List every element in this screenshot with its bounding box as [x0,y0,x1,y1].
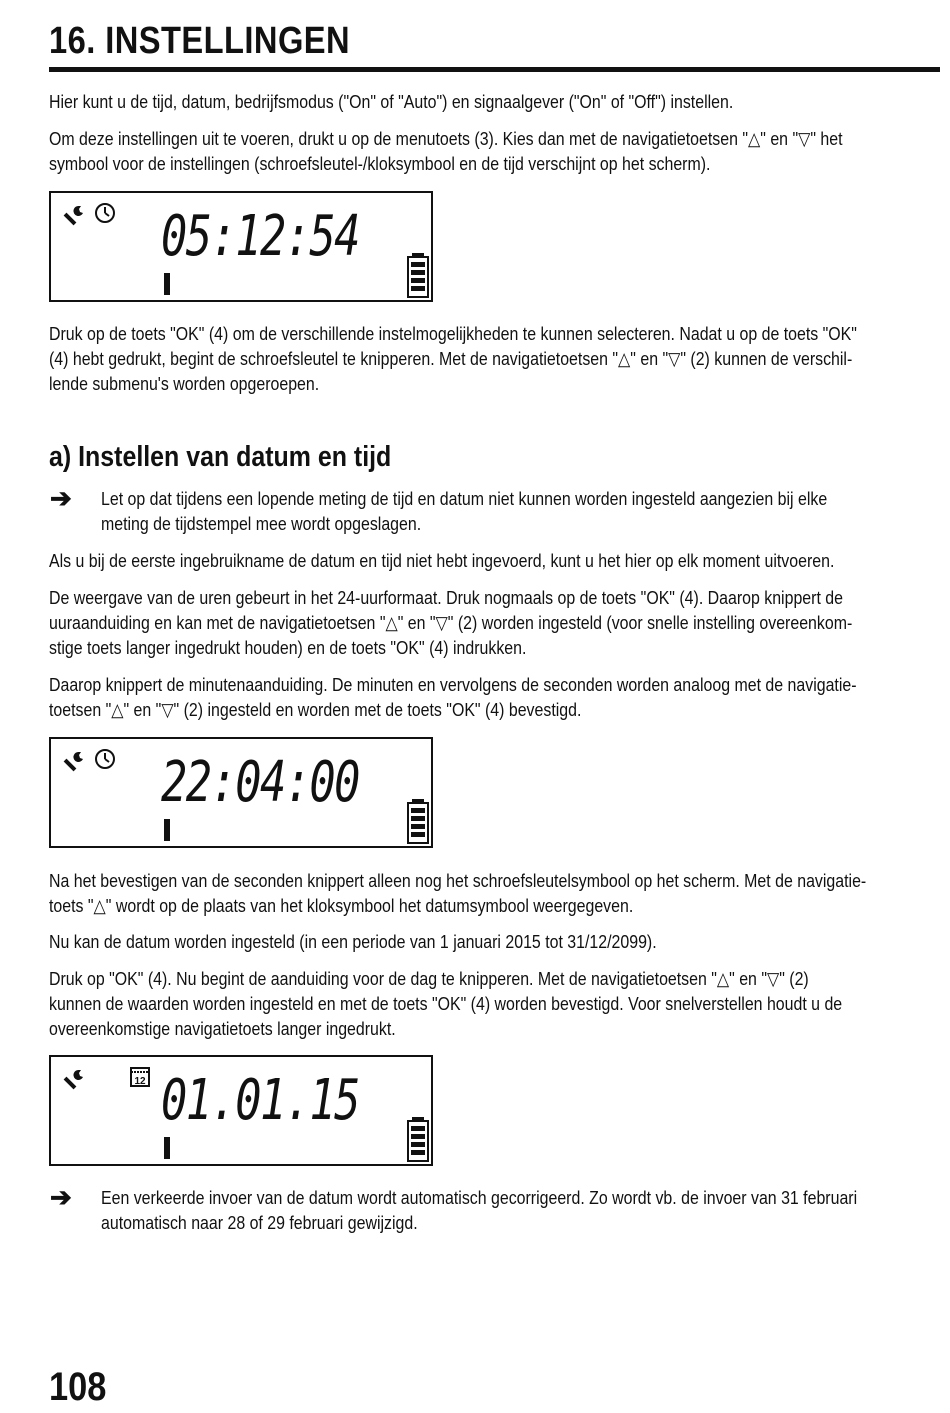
lcd-display-time-2 [49,737,433,848]
text-line: Een verkeerde invoer van de datum wordt automatisch gecorrigeerd. Zo wordt vb. de invoer van 31 februari [101,1187,858,1208]
text-line: (4) hebt gedrukt, begint de schroefsleutel te knipperen. Met de navigatietoetsen "△" en "▽" (2) kunnen de verschil- [49,348,853,369]
date-range-paragraph [49,929,938,954]
wrench-icon [64,1070,83,1089]
text-line: overeenkomstige navigatietoets langer ingedrukt. [49,1018,396,1039]
intro-paragraph [49,89,938,114]
page-number: 108 [49,1365,107,1409]
text-line: lende submenu's worden opgeroepen. [49,373,320,394]
date-setting-paragraph [49,966,938,1041]
text-line: kunnen de waarden worden ingesteld en met de toets "OK" (4) worden bevestigd. Voor snelverstellen houdt u de [49,993,843,1014]
clock-icon [96,750,114,768]
arrow-icon: ➔ [50,1182,72,1212]
text-line: symbool voor de instellingen (schroefsleutel-/kloksymbool en de tijd verschijnt op het scherm). [49,153,711,174]
note-2 [101,1185,940,1235]
calendar-label: 12 [134,1076,146,1087]
text-line: De weergave van de uren gebeurt in het 24-uurformaat. Druk nogmaals op de toets "OK" (4). Daarop knippert de [49,587,843,608]
text-line: Om deze instellingen uit te voeren, drukt u op de menutoets (3). Kies dan met de navigatietoetsen "△" en "▽" het [49,128,843,149]
section-heading: a) Instellen van datum en tijd [49,441,392,473]
lcd-digits: 05:12:54 [161,204,359,269]
battery-icon [408,1117,428,1161]
hours-paragraph [49,585,938,660]
text-line: Daarop knippert de minutenaanduiding. De minuten en vervolgens de seconden worden analoog met de navigatie- [49,674,857,695]
battery-icon [408,799,428,843]
text-line: toetsen "△" en "▽" (2) ingesteld en worden met de toets "OK" (4) bevestigd. [49,699,582,720]
minutes-paragraph [49,672,938,722]
text-line: Druk op de toets "OK" (4) om de verschillende instelmogelijkheden te kunnen selecteren. Nadat u op de toets "OK" [49,323,857,344]
text-line: stige toets langer ingedrukt houden) en de toets "OK" (4) indrukken. [49,637,527,658]
clock-icon [96,204,114,222]
lcd-display-date [49,1055,433,1166]
wrench-icon [64,752,83,771]
after-seconds-paragraph [49,868,938,918]
text-line: Als u bij de eerste ingebruikname de datum en tijd niet hebt ingevoerd, kunt u het hier op elk moment uitvoeren. [49,550,835,571]
text-line: Na het bevestigen van de seconden knippert alleen nog het schroefsleutelsymbool op het scherm. Met de navigatie- [49,870,867,891]
text-line: automatisch naar 28 of 29 februari gewijzigd. [101,1212,418,1233]
title-rule [49,67,940,72]
text-line: Druk op "OK" (4). Nu begint de aanduiding voor de dag te knipperen. Met de navigatietoetsen "△" en "▽" (2) [49,968,809,989]
text-line: Let op dat tijdens een lopende meting de tijd en datum niet kunnen worden ingesteld aangezien bij elke [101,488,828,509]
text-line: uuraanduiding en kan met de navigatietoetsen "△" en "▽" (2) worden ingesteld (voor snelle instelling overeenkom- [49,612,853,633]
cursor-bar [164,1137,170,1159]
lcd-display-time-1 [49,191,433,302]
arrow-icon: ➔ [50,483,72,513]
note-1 [101,486,940,536]
lcd-digits: 01.01.15 [161,1068,359,1133]
text-line: meting de tijdstempel mee wordt opgeslagen. [101,513,422,534]
wrench-icon [64,206,83,225]
text-line: Nu kan de datum worden ingesteld (in een periode van 1 januari 2015 tot 31/12/2099). [49,931,657,952]
text-line: Hier kunt u de tijd, datum, bedrijfsmodus ("On" of "Auto") en signaalgever ("On" of "Off") instellen. [49,91,734,112]
cursor-bar [164,273,170,295]
instructions-paragraph [49,126,938,176]
ok-paragraph [49,321,938,396]
page-title: 16. INSTELLINGEN [49,20,351,62]
lcd-digits: 22:04:00 [161,750,359,815]
cursor-bar [164,819,170,841]
first-use-paragraph [49,548,938,573]
battery-icon [408,253,428,297]
calendar-icon [131,1068,149,1087]
text-line: toets "△" wordt op de plaats van het kloksymbool het datumsymbool weergegeven. [49,895,634,916]
